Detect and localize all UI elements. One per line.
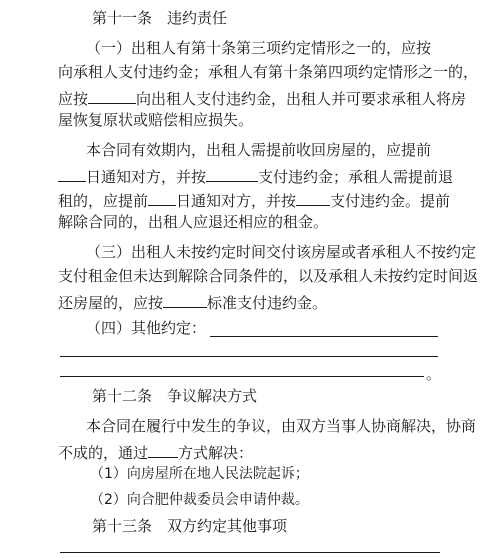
dispute-option-1: （1）向房屋所在地人民法院起诉； [90,466,309,482]
article-12-heading: 第十二条 争议解决方式 [92,387,258,405]
article-11-clause-3-line-1: （三）出租人未按约定时间交付该房屋或者承租人不按约定 [86,243,477,261]
text-segment: 标准支付违约金。 [207,294,328,312]
article-11-clause-2-line-4: 解除合同的，出租人应退还相应的租金。 [58,213,329,231]
fill-in-blank[interactable] [163,290,207,308]
text-segment: 租的，应提前 [58,192,149,210]
article-11-clause-1-line-3 [58,86,466,108]
article-11-clause-1-line-4: 屋恢复原状或赔偿相应损失。 [58,111,254,129]
article-11-clause-2-line-3 [58,188,450,210]
fill-in-blank[interactable] [88,86,136,104]
article-11-clause-3-line-2: 支付租金但未达到解除合同条件的，以及承租人未按约定时间返 [58,267,479,285]
article-12-line-2 [58,440,253,462]
fill-in-blank[interactable] [148,188,176,206]
text-segment: 支付违约金；承租人需提前退 [258,168,454,186]
fill-in-blank[interactable] [296,188,330,206]
article-13-heading: 第十三条 双方约定其他事项 [92,517,288,535]
article-11-clause-2-line-1: 本合同有效期内，出租人需提前收回房屋的，应提前 [86,141,432,159]
article-11-clause-4-label: （四）其他约定： [86,319,207,337]
article-11-clause-1-line-2: 向承租人支付违约金；承租人有第十条第四项约定情形之一的， [58,63,479,81]
article-11-clause-1-line-1: （一）出租人有第十条第三项约定情形之一的，应按 [86,39,432,57]
text-segment: 方式解决： [178,444,254,462]
other-terms-blank-line-2[interactable] [60,356,438,357]
fill-in-blank[interactable] [58,164,86,182]
article-11-clause-2-line-2 [58,164,453,186]
article-12-line-1: 本合同在履行中发生的争议，由双方当事人协商解决，协商 [86,417,477,435]
fill-in-blank[interactable] [148,440,178,458]
text-segment: 日通知对方，并按 [176,192,297,210]
end-period-mark: 。 [426,365,442,383]
article-11-clause-3-line-3 [58,290,327,312]
article-11-heading: 第十一条 违约责任 [92,9,228,27]
fill-in-blank[interactable] [206,164,258,182]
text-segment: 向出租人支付违约金，出租人并可要求承租人将房 [136,90,467,108]
dispute-option-2: （2）向合肥仲裁委员会申请仲裁。 [90,492,309,508]
other-matters-blank-line[interactable] [60,552,440,553]
other-terms-blank-line-1[interactable] [210,336,438,337]
text-segment: 日通知对方，并按 [86,168,207,186]
text-segment: 还房屋的，应按 [58,294,164,312]
text-segment: 支付违约金。提前 [330,192,451,210]
text-segment: 应按 [58,90,89,108]
other-terms-blank-line-3[interactable] [60,376,424,377]
text-segment: 不成的，通过 [58,444,149,462]
